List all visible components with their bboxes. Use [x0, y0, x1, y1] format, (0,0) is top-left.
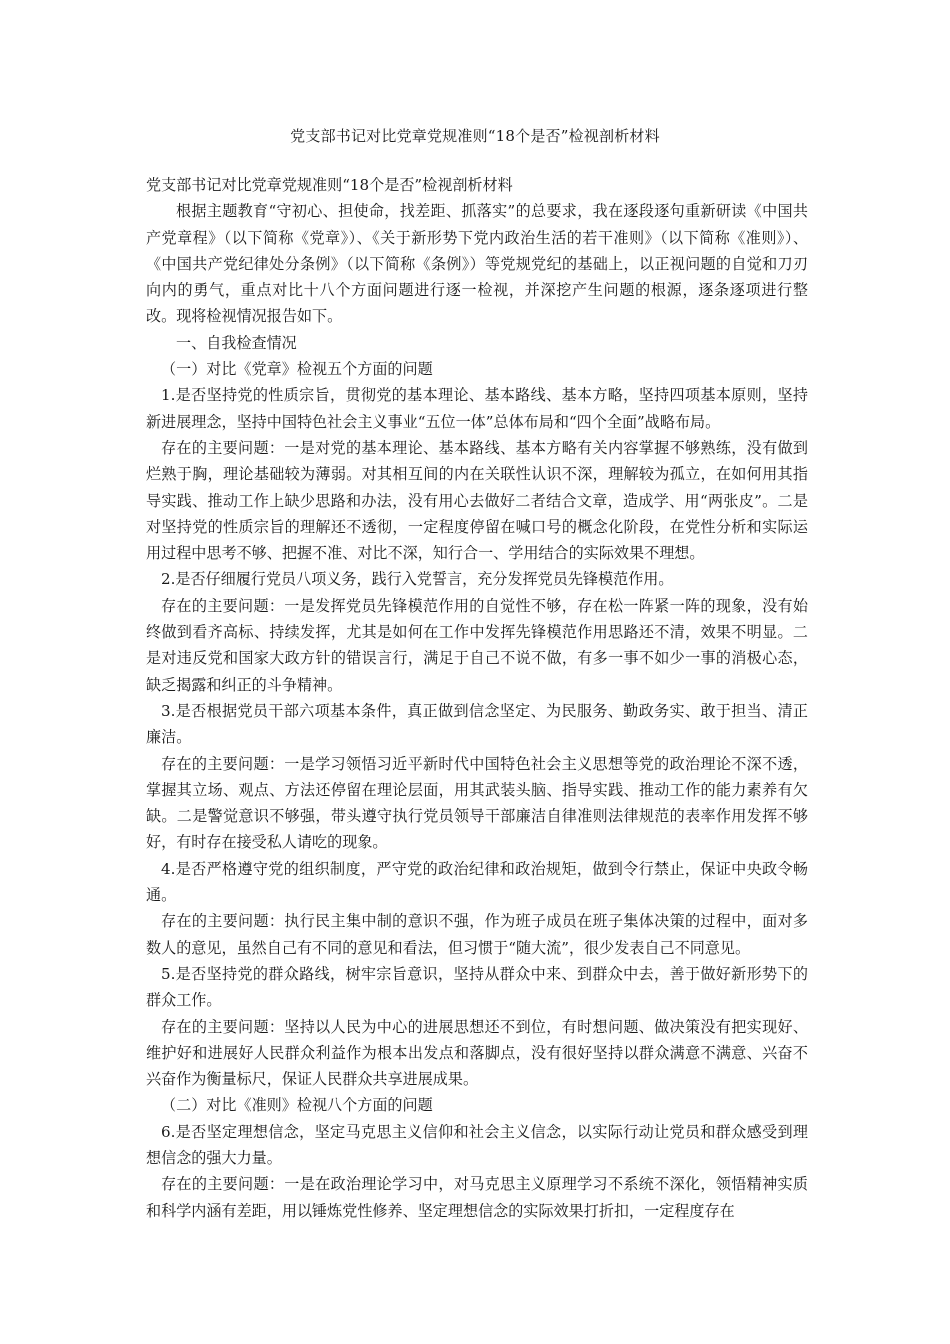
paragraph: 存在的主要问题：一是对党的基本理论、基本路线、基本方略有关内容掌握不够熟练，没有做到烂熟于胸，理论基础较为薄弱。对其相互间的内在关联性认识不深，理解较为孤立，在如何用其指导实践、推动工作上缺少思路和办法，没有用心去做好二者结合文章，造成学、用“两张皮”。二是对坚持党的性质宗旨的理解还不透彻，一定程度停留在喊口号的概念化阶段，在党性分析和实际运用过程中思考不够、把握不准、对比不深，知行合一、学用结合的实际效果不理想。 [146, 438, 808, 563]
paragraph: 存在的主要问题：坚持以人民为中心的进展思想还不到位，有时想问题、做决策没有把实现好、维护好和进展好人民群众利益作为根本出发点和落脚点，没有很好坚持以群众满意不满意、兴奋不兴奋作为衡量标尺，保证人民群众共享进展成果。 [146, 1017, 808, 1089]
paragraph: 5.是否坚持党的群众路线，树牢宗旨意识，坚持从群众中来、到群众中去，善于做好新形势下的群众工作。 [146, 964, 808, 1010]
document-title: 党支部书记对比党章党规准则“18个是否”检视剖析材料 [290, 127, 660, 145]
paragraph: 存在的主要问题：一是在政治理论学习中，对马克思主义原理学习不系统不深化，领悟精神实质和科学内涵有差距，用以锤炼党性修养、坚定理想信念的实际效果打折扣，一定程度存在 [146, 1175, 808, 1220]
paragraph: 4.是否严格遵守党的组织制度，严守党的政治纪律和政治规矩，做到令行禁止，保证中央政令畅通。 [146, 859, 808, 905]
paragraph: 存在的主要问题：执行民主集中制的意识不强，作为班子成员在班子集体决策的过程中，面对多数人的意见，虽然自己有不同的意见和看法，但习惯于“随大流”，很少发表自己不同意见。 [146, 912, 808, 957]
paragraph: （二）对比《准则》检视八个方面的问题 [161, 1096, 433, 1115]
paragraph: 2.是否仔细履行党员八项义务，践行入党誓言，充分发挥党员先锋模范作用。 [161, 570, 674, 589]
paragraph: 存在的主要问题：一是发挥党员先锋模范作用的自觉性不够，存在松一阵紧一阵的现象，没有始终做到看齐高标、持续发挥，尤其是如何在工作中发挥先锋模范作用思路还不清，效果不明显。二是对违反党和国家大政方针的错误言行，满足于自己不说不做，有多一事不如少一事的消极心态，缺乏揭露和纠正的斗争精神。 [146, 596, 808, 694]
paragraph: 存在的主要问题：一是学习领悟习近平新时代中国特色社会主义思想等党的政治理论不深不透，掌握其立场、观点、方法还停留在理论层面，用其武装头脑、指导实践、推动工作的能力素养有欠缺。二是警觉意识不够强，带头遵守执行党员领导干部廉洁自律准则法律规范的表率作用发挥不够好，有时存在接受私人请吃的现象。 [146, 754, 808, 852]
paragraph: 3.是否根据党员干部六项基本条件，真正做到信念坚定、为民服务、勤政务实、敢于担当、清正廉洁。 [146, 701, 808, 747]
document-body [146, 172, 808, 1224]
paragraph: 根据主题教育“守初心、担使命，找差距、抓落实”的总要求，我在逐段逐句重新研读《中国共产党章程》（以下简称《党章》）、《关于新形势下党内政治生活的若干准则》（以下简称《准则》）、《中国共产党纪律处分条例》（以下简称《条例》）等党规党纪的基础上，以正视问题的自觉和刀刃向内的勇气，重点对比十八个方面问题进行逐一检视，并深挖产生问题的根源，逐条逐项进行整改。现将检视情况报告如下。 [146, 202, 808, 326]
paragraph: 一、自我检查情况 [176, 333, 297, 352]
paragraph: 6.是否坚定理想信念，坚定马克思主义信仰和社会主义信念，以实际行动让党员和群众感受到理想信念的强大力量。 [146, 1122, 808, 1167]
paragraph: （一）对比《党章》检视五个方面的问题 [161, 360, 433, 379]
paragraph: 1.是否坚持党的性质宗旨，贯彻党的基本理论、基本路线、基本方略，坚持四项基本原则，坚持新进展理念，坚持中国特色社会主义事业“五位一体”总体布局和“四个全面”战略布局。 [146, 386, 808, 431]
paragraph: 党支部书记对比党章党规准则“18个是否”检视剖析材料 [146, 176, 513, 194]
